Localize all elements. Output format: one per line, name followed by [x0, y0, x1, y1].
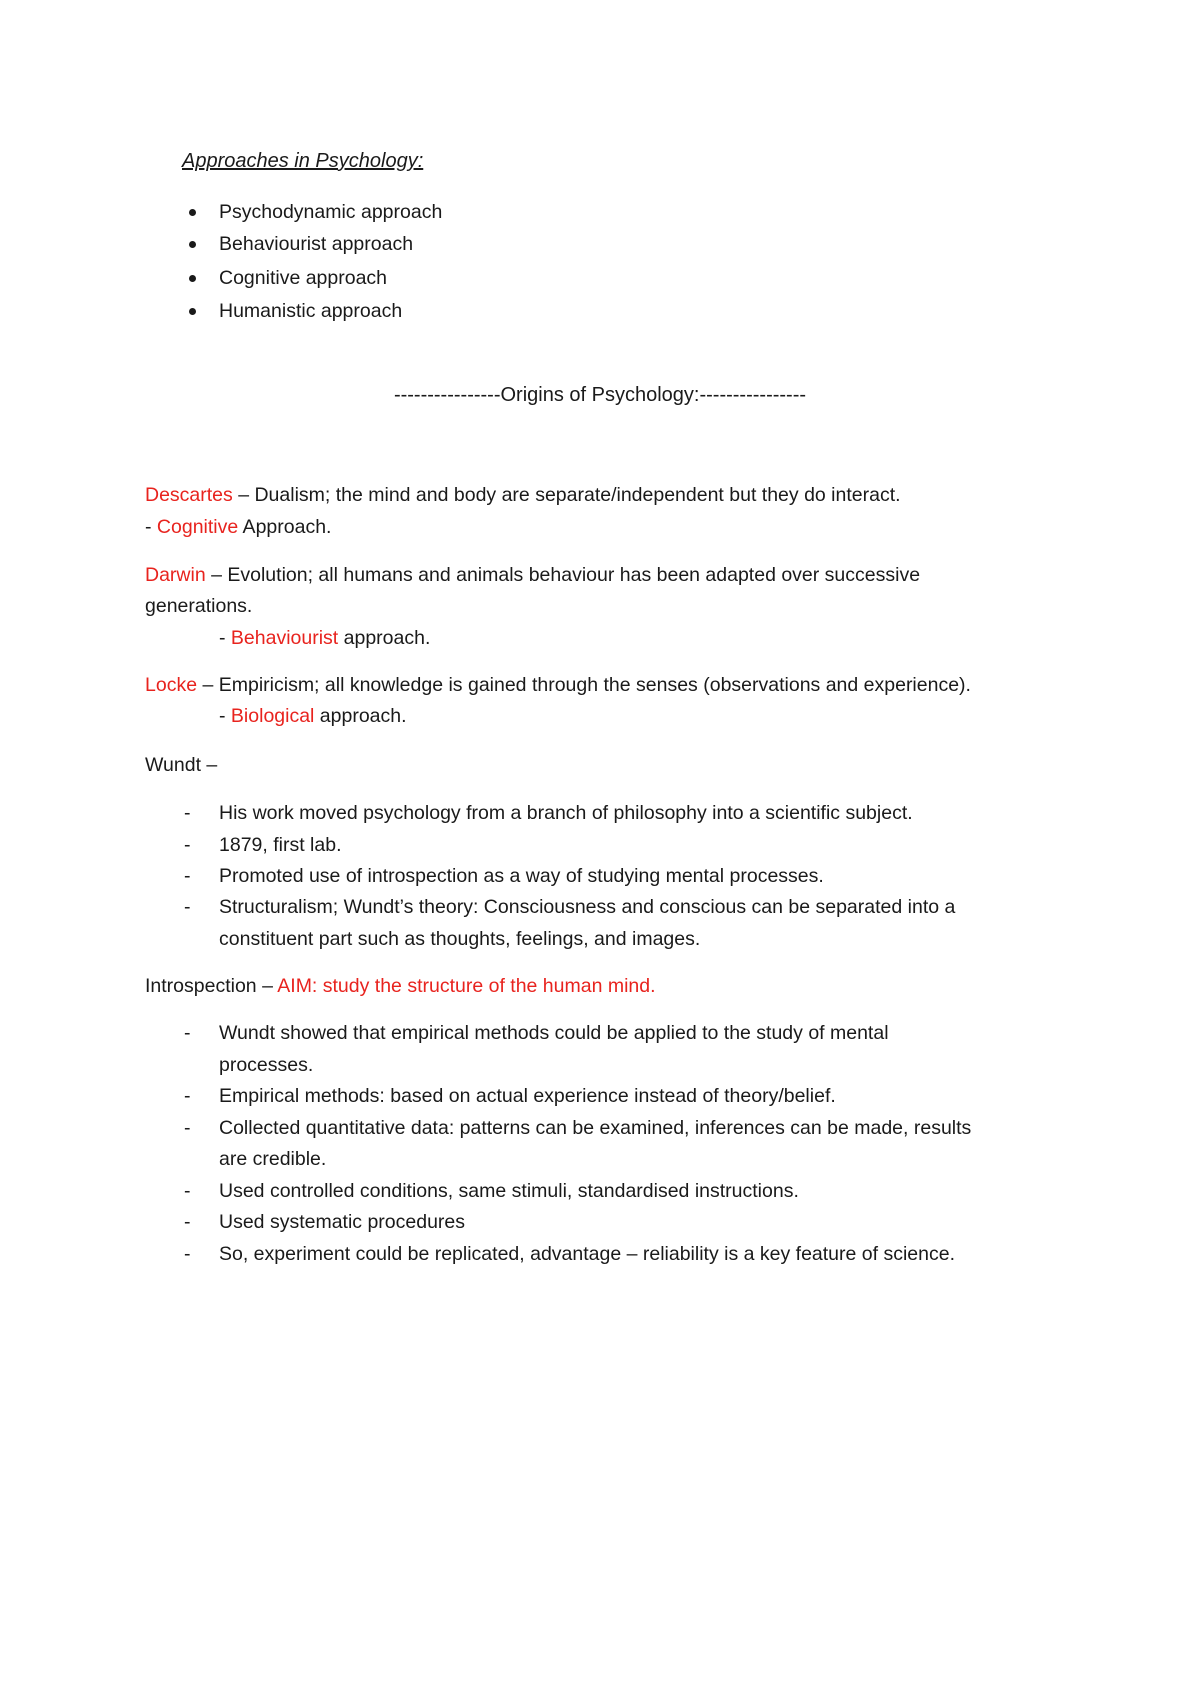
approach-suffix: approach. — [314, 705, 407, 727]
list-item-continuation: are credible. — [219, 1148, 327, 1170]
dash-marker: - — [184, 834, 191, 856]
list-item: Used systematic procedures — [219, 1211, 466, 1233]
locke-name: Locke — [145, 674, 198, 696]
approach-suffix: approach. — [338, 627, 431, 649]
wundt-heading: Wundt – — [145, 754, 218, 776]
list-item: Empirical methods: based on actual experience instead of theory/belief. — [219, 1085, 836, 1107]
list-item: Wundt showed that empirical methods could be applied to the study of mental — [219, 1022, 889, 1044]
locke-approach — [219, 700, 407, 732]
darwin-text: – Evolution; all humans and animals behaviour has been adapted over successive — [205, 564, 921, 586]
dash-marker: - — [184, 865, 191, 887]
list-item: Structuralism; Wundt’s theory: Consciousness and conscious can be separated into a — [219, 896, 956, 918]
locke-line — [145, 669, 971, 701]
list-item: So, experiment could be replicated, advantage – reliability is a key feature of science. — [219, 1243, 956, 1265]
approaches-title: Approaches in Psychology: — [182, 150, 424, 172]
approach-suffix: Approach. — [238, 516, 332, 538]
dash-prefix: - — [219, 627, 231, 649]
bullet-icon — [189, 209, 196, 216]
darwin-line — [145, 559, 920, 591]
list-item: Promoted use of introspection as a way of studying mental processes. — [219, 865, 824, 887]
list-item: Used controlled conditions, same stimuli, standardised instructions. — [219, 1180, 799, 1202]
descartes-name: Descartes — [145, 484, 233, 506]
dash-marker: - — [184, 896, 191, 918]
descartes-line — [145, 479, 901, 511]
dash-marker: - — [184, 1180, 191, 1202]
darwin-name: Darwin — [145, 564, 206, 586]
bullet-icon — [189, 308, 196, 315]
dash-marker: - — [184, 1022, 191, 1044]
list-item: 1879, first lab. — [219, 834, 342, 856]
dash-prefix: - — [145, 516, 157, 538]
origins-heading: ----------------Origins of Psychology:---------------- — [393, 384, 807, 406]
descartes-text: – Dualism; the mind and body are separate/independent but they do interact. — [232, 484, 901, 506]
list-item: Collected quantitative data: patterns can be examined, inferences can be made, results — [219, 1117, 972, 1139]
darwin-line-2: generations. — [145, 595, 253, 617]
dash-marker: - — [184, 1085, 191, 1107]
bullet-icon — [189, 275, 196, 282]
dash-prefix: - — [219, 705, 231, 727]
locke-text: – Empiricism; all knowledge is gained through the senses (observations and experience). — [197, 674, 971, 696]
list-item-continuation: processes. — [219, 1054, 314, 1076]
dash-marker: - — [184, 1211, 191, 1233]
list-item: Cognitive approach — [219, 267, 388, 289]
list-item: Psychodynamic approach — [219, 201, 443, 223]
locke-approach-name: Biological — [230, 705, 315, 727]
dash-marker: - — [184, 1243, 191, 1265]
list-item: His work moved psychology from a branch of philosophy into a scientific subject. — [219, 802, 913, 824]
dash-marker: - — [184, 1117, 191, 1139]
introspection-line — [145, 970, 656, 1002]
darwin-approach — [219, 622, 430, 654]
list-item: Humanistic approach — [219, 300, 403, 322]
darwin-approach-name: Behaviourist — [230, 627, 339, 649]
descartes-approach-name: Cognitive — [156, 516, 239, 538]
dash-marker: - — [184, 802, 191, 824]
list-item-continuation: constituent part such as thoughts, feelings, and images. — [219, 928, 701, 950]
descartes-approach — [145, 511, 331, 543]
introspection-aim: AIM: study the structure of the human mind. — [277, 975, 656, 997]
introspection-label: Introspection – — [145, 975, 278, 997]
list-item: Behaviourist approach — [219, 233, 414, 255]
bullet-icon — [189, 241, 196, 248]
